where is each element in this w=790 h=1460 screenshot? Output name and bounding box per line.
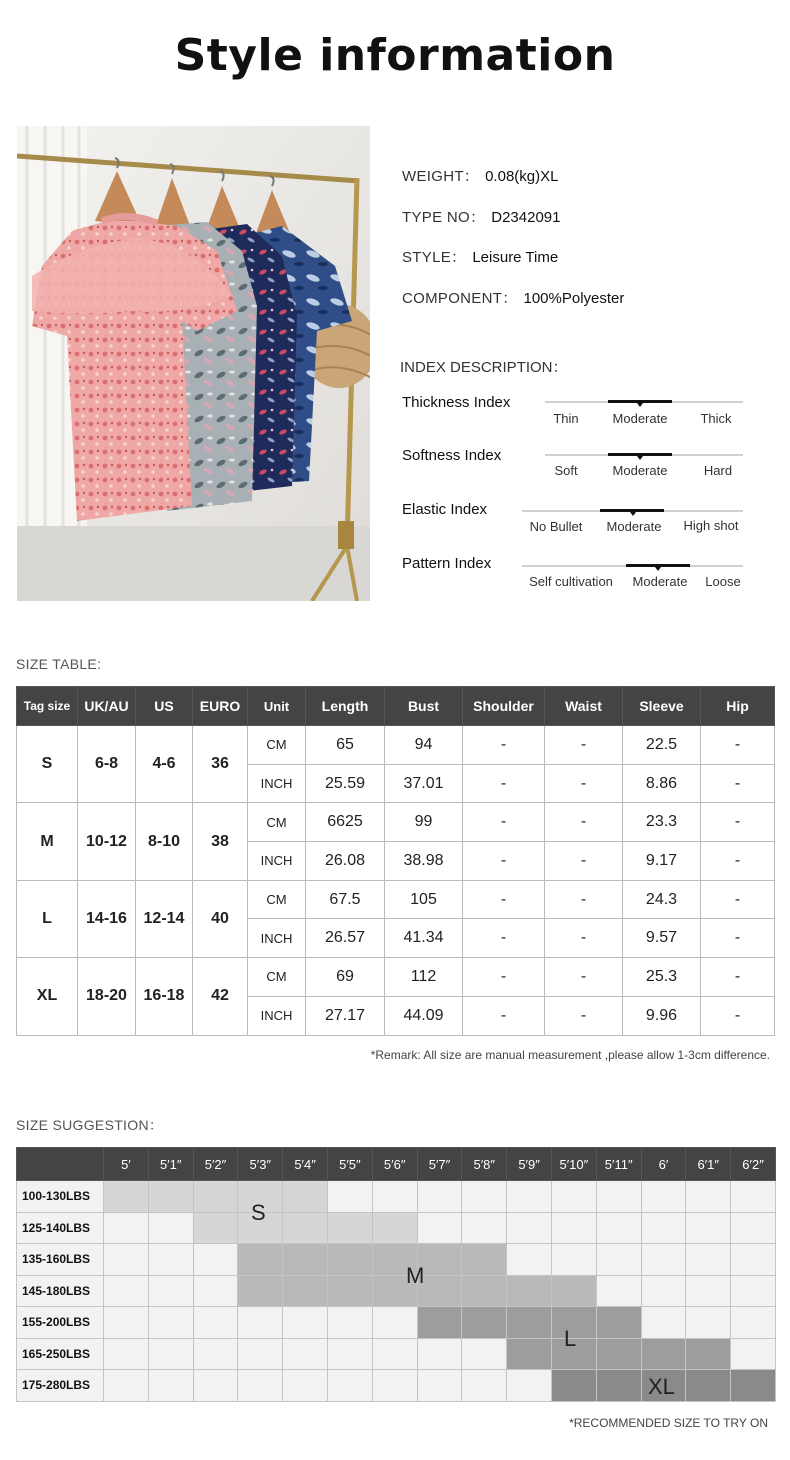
suggestion-cell [327,1307,372,1339]
weight-label: 175-280LBS [17,1370,104,1402]
suggestion-cell [596,1181,641,1213]
height-header: 5′4″ [283,1148,328,1181]
suggestion-cell [283,1181,328,1213]
suggestion-cell [238,1275,283,1307]
measure-cell: 22.5 [623,726,701,765]
suggestion-cell [372,1338,417,1370]
weight-label: 155-200LBS [17,1307,104,1339]
suggestion-cell [686,1370,731,1402]
pattern-pointer-icon [655,567,661,571]
measure-cell: - [701,880,775,919]
suggestion-cell [238,1244,283,1276]
size-suggestion-label: SIZE SUGGESTION： [16,1117,164,1133]
table-row [17,803,775,842]
suggestion-cell [193,1307,238,1339]
info-key: STYLE： [402,249,467,266]
size-table [16,686,775,1036]
info-key: COMPONENT： [402,290,518,307]
suggestion-cell [148,1307,193,1339]
suggestion-cell [686,1212,731,1244]
suggestion-cell [686,1307,731,1339]
suggestion-cell [417,1181,462,1213]
measure-cell: 65 [306,726,385,765]
weight-row [17,1181,776,1213]
suggestion-cell [327,1370,372,1402]
size-tag-cell: L [17,880,78,957]
measure-cell: - [463,803,545,842]
measure-cell: 9.17 [623,842,701,881]
weight-row [17,1212,776,1244]
suggestion-cell [507,1244,552,1276]
measure-cell: - [463,958,545,997]
suggestion-cell [283,1338,328,1370]
suggestion-cell [148,1275,193,1307]
suggestion-cell [507,1307,552,1339]
suggestion-cell [686,1275,731,1307]
suggestion-cell [148,1338,193,1370]
suggestion-cell [641,1212,686,1244]
suggestion-cell [327,1181,372,1213]
suggestion-cell [104,1370,149,1402]
measure-cell: - [463,764,545,803]
suggestion-cell [686,1181,731,1213]
suggestion-cell [148,1212,193,1244]
measure-cell: - [545,996,623,1035]
info-value: D2342091 [491,209,561,226]
suggestion-cell [596,1338,641,1370]
thickness-option: Moderate [612,411,668,426]
height-header: 6′1″ [686,1148,731,1181]
height-header: 5′ [104,1148,149,1181]
suggestion-cell [193,1338,238,1370]
softness-option: Hard [703,463,733,478]
info-key: TYPE NO： [402,209,486,226]
measure-cell: 105 [385,880,463,919]
unit-cell: CM [248,803,306,842]
suggestion-cell [731,1212,776,1244]
elastic-pointer-icon [630,512,636,516]
suggestion-cell [104,1244,149,1276]
weight-row [17,1244,776,1276]
suggestion-cell [462,1338,507,1370]
height-header: 5′6″ [372,1148,417,1181]
suggestion-cell [193,1244,238,1276]
measure-cell: - [701,842,775,881]
suggestion-cell [372,1370,417,1402]
measure-cell: - [701,919,775,958]
measure-cell: - [545,880,623,919]
measure-cell: - [463,842,545,881]
size-tag-cell: XL [17,958,78,1035]
unit-cell: INCH [248,842,306,881]
suggestion-cell [193,1212,238,1244]
measure-cell: 25.59 [306,764,385,803]
thickness-pointer-icon [637,403,643,407]
suggestion-cell [193,1275,238,1307]
suggestion-cell [507,1181,552,1213]
softness-option: Soft [554,463,578,478]
suggestion-cell [283,1370,328,1402]
suggestion-cell [417,1212,462,1244]
elastic-option: Moderate [606,519,662,534]
suggestion-cell [417,1338,462,1370]
us-cell: 8-10 [136,803,193,880]
measure-cell: - [463,996,545,1035]
suggestion-cell [731,1181,776,1213]
suggestion-cell [596,1244,641,1276]
suggestion-cell [283,1275,328,1307]
measure-cell: 9.96 [623,996,701,1035]
thickness-option: Thick [700,411,732,426]
uk-au-cell: 6-8 [78,726,136,803]
height-header: 5′7″ [417,1148,462,1181]
suggestion-cell [686,1338,731,1370]
product-photo [17,126,370,601]
weight-label: 135-160LBS [17,1244,104,1276]
suggestion-cell [238,1338,283,1370]
suggestion-cell [104,1307,149,1339]
corner-cell [17,1148,104,1181]
header-cell: Shoulder [463,687,545,726]
measure-cell: 69 [306,958,385,997]
euro-cell: 38 [193,803,248,880]
measure-cell: 26.08 [306,842,385,881]
pattern-option: Loose [705,574,741,589]
unit-cell: CM [248,958,306,997]
measure-cell: 23.3 [623,803,701,842]
pattern-option: Moderate [632,574,688,589]
suggestion-cell [327,1275,372,1307]
unit-cell: INCH [248,996,306,1035]
suggestion-cell [283,1212,328,1244]
measure-cell: - [701,958,775,997]
suggestion-cell [731,1370,776,1402]
header-cell: EURO [193,687,248,726]
height-header: 6′2″ [731,1148,776,1181]
header-cell: US [136,687,193,726]
height-header: 5′1″ [148,1148,193,1181]
suggestion-cell [462,1181,507,1213]
elastic-option: High shot [683,518,739,533]
suggestion-cell [148,1244,193,1276]
measure-cell: 26.57 [306,919,385,958]
unit-cell: CM [248,726,306,765]
info-key: WEIGHT： [402,168,480,185]
remark-note: *Remark: All size are manual measurement ,please allow 1-3cm difference. [370,1048,770,1062]
suggestion-cell [462,1370,507,1402]
recommend-note: *RECOMMENDED SIZE TO TRY ON [569,1416,768,1430]
suggestion-cell [327,1244,372,1276]
suggestion-cell [417,1370,462,1402]
zone-label-s: S [251,1200,266,1225]
measure-cell: 99 [385,803,463,842]
size-tag-cell: S [17,726,78,803]
suggestion-cell [238,1370,283,1402]
size-table-header [17,687,775,726]
weight-label: 100-130LBS [17,1181,104,1213]
suggestion-cell [193,1181,238,1213]
header-cell: Sleeve [623,687,701,726]
suggestion-cell [551,1244,596,1276]
measure-cell: - [545,764,623,803]
suggestion-cell [283,1307,328,1339]
suggestion-cell [372,1181,417,1213]
height-header: 5′5″ [327,1148,372,1181]
size-table-label: SIZE TABLE: [16,656,102,672]
height-header: 5′2″ [193,1148,238,1181]
measure-cell: 27.17 [306,996,385,1035]
measure-cell: 112 [385,958,463,997]
suggestion-cell [731,1275,776,1307]
info-value: Leisure Time [472,249,559,266]
suggestion-cell [462,1307,507,1339]
measure-cell: - [463,880,545,919]
suggestion-cell [641,1338,686,1370]
suggestion-cell [417,1307,462,1339]
suggestion-cell [372,1307,417,1339]
suggestion-cell [551,1212,596,1244]
euro-cell: 36 [193,726,248,803]
measure-cell: 6625 [306,803,385,842]
size-tag-cell: M [17,803,78,880]
pattern-index-label: Pattern Index [402,555,492,572]
measure-cell: - [463,726,545,765]
zone-label-m: M [406,1263,425,1288]
height-header: 5′8″ [462,1148,507,1181]
us-cell: 4-6 [136,726,193,803]
suggestion-cell [148,1370,193,1402]
uk-au-cell: 14-16 [78,880,136,957]
elastic-index-label: Elastic Index [402,501,488,518]
suggestion-cell [551,1275,596,1307]
suggestion-cell [596,1370,641,1402]
type-no-row [402,206,560,227]
zone-label-l: L [564,1326,577,1351]
weight-label: 125-140LBS [17,1212,104,1244]
table-row [17,726,775,765]
height-header: 5′9″ [507,1148,552,1181]
weight-label: 165-250LBS [17,1338,104,1370]
suggestion-cell [148,1181,193,1213]
index-description-heading: INDEX DESCRIPTION： [400,359,568,376]
suggestion-cell [193,1370,238,1402]
suggestion-cell [238,1307,283,1339]
unit-cell: CM [248,880,306,919]
suggestion-cell [104,1212,149,1244]
table-row [17,880,775,919]
measure-cell: 8.86 [623,764,701,803]
header-cell: Bust [385,687,463,726]
page-title: Style information [174,30,616,81]
suggestion-cell [731,1244,776,1276]
suggestion-cell [507,1212,552,1244]
euro-cell: 40 [193,880,248,957]
weight-row [17,1307,776,1339]
measure-cell: 38.98 [385,842,463,881]
height-header: 5′10″ [551,1148,596,1181]
pattern-option: Self cultivation [529,574,613,589]
thickness-option: Thin [553,411,579,426]
suggestion-cell [104,1338,149,1370]
suggestion-cell [507,1370,552,1402]
suggestion-cell [551,1370,596,1402]
unit-cell: INCH [248,764,306,803]
header-cell: Length [306,687,385,726]
measure-cell: 41.34 [385,919,463,958]
suggestion-cell [641,1275,686,1307]
measure-cell: 44.09 [385,996,463,1035]
measure-cell: 67.5 [306,880,385,919]
height-header: 5′3″ [238,1148,283,1181]
height-header: 6′ [641,1148,686,1181]
suggestion-cell [462,1244,507,1276]
measure-cell: 94 [385,726,463,765]
measure-cell: - [701,996,775,1035]
suggestion-cell [596,1212,641,1244]
us-cell: 12-14 [136,880,193,957]
unit-cell: INCH [248,919,306,958]
component-row [402,287,624,308]
weight-row [17,1338,776,1370]
suggestion-cell [731,1307,776,1339]
uk-au-cell: 10-12 [78,803,136,880]
info-value: 0.08(kg)XL [485,168,559,185]
suggestion-cell [104,1275,149,1307]
softness-pointer-icon [637,456,643,460]
suggestion-cell [507,1338,552,1370]
weight-row [402,165,558,186]
suggestion-header-row [17,1148,776,1181]
measure-cell: 37.01 [385,764,463,803]
style-row [402,246,558,267]
info-value: 100%Polyester [523,290,625,307]
header-cell: Unit [248,687,306,726]
suggestion-cell [641,1244,686,1276]
suggestion-cell [731,1338,776,1370]
suggestion-cell [507,1275,552,1307]
suggestion-cell [551,1181,596,1213]
header-cell: Tag size [17,687,78,726]
measure-cell: 24.3 [623,880,701,919]
suggestion-cell [283,1244,328,1276]
suggestion-cell [641,1307,686,1339]
weight-label: 145-180LBS [17,1275,104,1307]
suggestion-cell [596,1275,641,1307]
measure-cell: - [463,919,545,958]
header-cell: UK/AU [78,687,136,726]
suggestion-cell [327,1212,372,1244]
measure-cell: 25.3 [623,958,701,997]
us-cell: 16-18 [136,958,193,1035]
size-suggestion-grid [16,1147,776,1402]
height-header: 5′11″ [596,1148,641,1181]
suggestion-cell [641,1181,686,1213]
measure-cell: - [701,726,775,765]
measure-cell: - [545,919,623,958]
suggestion-cell [104,1181,149,1213]
measure-cell: - [545,726,623,765]
measure-cell: - [701,764,775,803]
suggestion-cell [686,1244,731,1276]
table-row [17,958,775,997]
elastic-option: No Bullet [529,519,583,534]
softness-option: Moderate [612,463,668,478]
suggestion-cell [327,1338,372,1370]
euro-cell: 42 [193,958,248,1035]
measure-cell: 9.57 [623,919,701,958]
measure-cell: - [545,803,623,842]
uk-au-cell: 18-20 [78,958,136,1035]
header-cell: Hip [701,687,775,726]
suggestion-cell [596,1307,641,1339]
softness-index-label: Softness Index [402,447,502,464]
suggestion-cell [462,1275,507,1307]
measure-cell: - [545,958,623,997]
measure-cell: - [701,803,775,842]
suggestion-cell [372,1212,417,1244]
weight-row [17,1275,776,1307]
thickness-index-label: Thickness Index [402,394,511,411]
measure-cell: - [545,842,623,881]
suggestion-cell [462,1212,507,1244]
zone-label-xl: XL [648,1374,675,1399]
header-cell: Waist [545,687,623,726]
